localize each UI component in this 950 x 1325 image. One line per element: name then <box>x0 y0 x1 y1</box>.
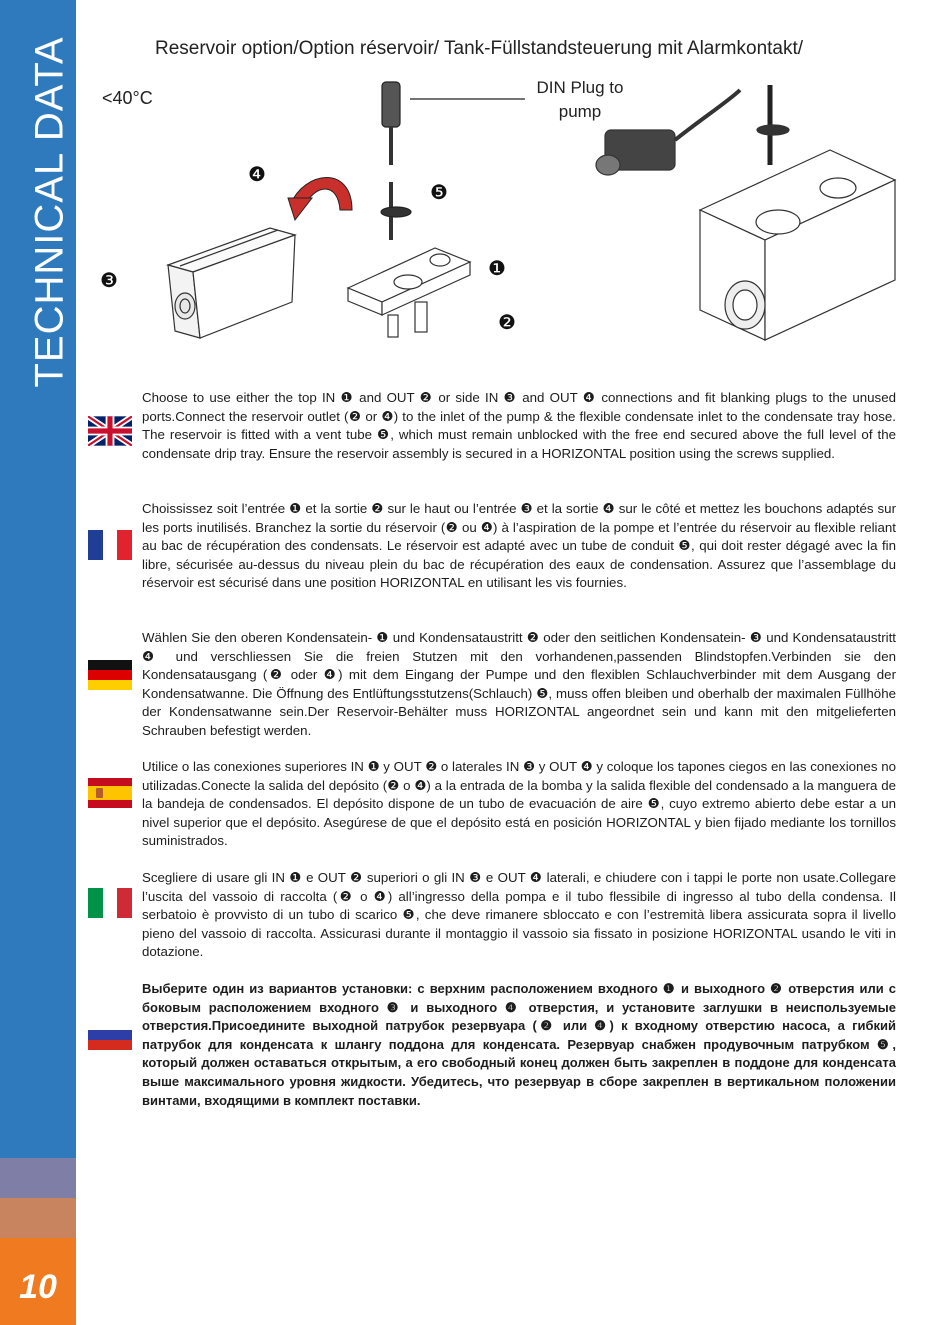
callout-5: ❺ <box>430 182 448 204</box>
temperature-label: <40°C <box>102 88 153 108</box>
paragraph-german: Wählen Sie den oberen Kondensatein- ❶ und Kondensataustritt ❷ oder den seitlichen Kondensatein- ❸ und Kondensataustritt ❹ und verschliessen Sie die freien Stutzen mit den vorhandenen,passenden Blindstopfen.Verbinden sie den Kondensatausgang (❷ oder ❹) mit dem Eingang der Pumpe und den flexiblen Schlauchverbinder mit dem Ausgang der Kondensatwanne. Die Öffnung des Entlüftungsstutzens(Schlauch) ❺, muss offen bleiben und oberhalb der maximalen Füllhöhe der Kondensatwanne sein.Der Reservoir-Behälter muss HORIZONTAL angeordnet sein und kann mit den mitgelieferten Schrauben befestigt werden. <box>142 630 896 738</box>
sidebar <box>0 0 76 1325</box>
sidebar-title: TECHNICAL DATA <box>27 36 72 388</box>
paragraph-spanish: Utilice o las conexiones superiores IN ❶ y OUT ❷ o laterales IN ❸ y OUT ❹ y coloque los tapones ciegos en las conexiones no utilizadas.Conecte la salida del depósito (❷ o ❹) a la entrada de la bomba y la salida flexible del condensado a la manguera de la bandeja de condensados. El depósito dispone de un tubo de evacuación de aire ❺, cuyo extremo abierto debe estar a un nivel superior que el depósito. Asegúrese de que el depósito está en posición HORIZONTAL y bien fijado mediante los tornillos suministrados. <box>142 759 896 849</box>
uk-flag-icon <box>88 416 132 446</box>
callout-2: ❷ <box>498 312 516 334</box>
spain-flag-icon <box>88 778 132 808</box>
france-flag-icon <box>88 530 132 560</box>
din-plug-drawing <box>381 82 411 240</box>
callout-1: ❶ <box>488 258 506 280</box>
callout-4: ❹ <box>248 164 266 186</box>
sidebar-band-purple <box>0 1158 76 1198</box>
russia-flag-icon <box>88 1020 132 1050</box>
paragraph-french: Choississez soit l’entrée ❶ et la sortie ❷ sur le haut ou l’entrée ❸ et la sortie ❹ sur le côté et mettez les bouchons adaptés sur les ports inutilisés. Branchez la sortie du réservoir (❷ ou ❹) à l’aspiration de la pompe et l’entrée du réservoir au flexible reliant au bac de récupération des condensats. Le réservoir est adapté avec un tube de conduit ❺, qui doit rester dégagé avec la fin libre, sécurisée au-dessus du niveau plein du bac de récupération des eaux de condensation. Assurez que l’assemblage du réservoir est sécurisé dans une position HORIZONTAL en utilisant les vis fournies. <box>142 501 896 591</box>
germany-flag-icon <box>88 660 132 690</box>
paragraph-italian: Scegliere di usare gli IN ❶ e OUT ❷ superiori o gli IN ❸ e OUT ❹ laterali, e chiudere con i tappi le porte non usate.Collegare l’uscita del vassoio di raccolta (❷ o ❹) all’ingresso della pompa e il tubo flessibile di ingresso al tubo della condensa. Il serbatoio è provvisto di un tubo di scarico ❺, che deve rimanere sbloccato e con l’estremità libera assicurata sopra il livello pieno del vassoio di raccolta. Assicurasi durante il montaggio il vassoio sia fissato in posizione HORIZONTAL usando le viti in dotazione. <box>142 870 896 960</box>
page-number: 10 <box>19 1268 57 1306</box>
paragraph-russian: Выберите один из вариантов установки: с верхним расположением входного ❶ и выходного ❷ отверстия или с боковым расположением входного ❸ и выходного ❹ отверстия, и установите заглушки в неиспользуемые отверстия.Присоедините выходной патрубок резервуара (❷ или ❹) к входному отверстию насоса, а гибкий патрубок для конденсата к шлангу поддона для конденсата. Резервуар снабжен продувочным патрубком ❺, который должен оставаться открытым, а его свободный конец должен быть закреплен в поддоне для конденсата выше максимального уровня жидкости. Убедитесь, что резервуар в сборе закреплен в вертикальном положении винтами, входящими в комплект поставки. <box>142 981 896 1108</box>
side-reservoir-drawing <box>168 228 295 338</box>
page-title: Reservoir option/Option réservoir/ Tank-Füllstandsteuerung mit Alarmkontakt/ <box>155 38 804 59</box>
din-plug-label: DIN Plug to pump <box>536 78 624 121</box>
sidebar-band-brown <box>0 1198 76 1238</box>
pump-reservoir-drawing <box>596 85 895 340</box>
callout-3: ❸ <box>100 270 118 292</box>
paragraph-english: Choose to use either the top IN ❶ and OUT ❷ or side IN ❸ and OUT ❹ connections and fit blanking plugs to the unused ports.Connect the reservoir outlet (❷ or ❹) to the inlet of the pump & the flexible condensate inlet to the condensate tray hose. The reservoir is fitted with a vent tube ❺, which must remain unblocked with the free end secured above the full level of the condensate drip tray. Ensure the reservoir assembly is secured in a HORIZONTAL position using the screws supplied. <box>142 390 896 461</box>
italy-flag-icon <box>88 888 132 918</box>
reservoir-lid-drawing <box>348 248 470 337</box>
